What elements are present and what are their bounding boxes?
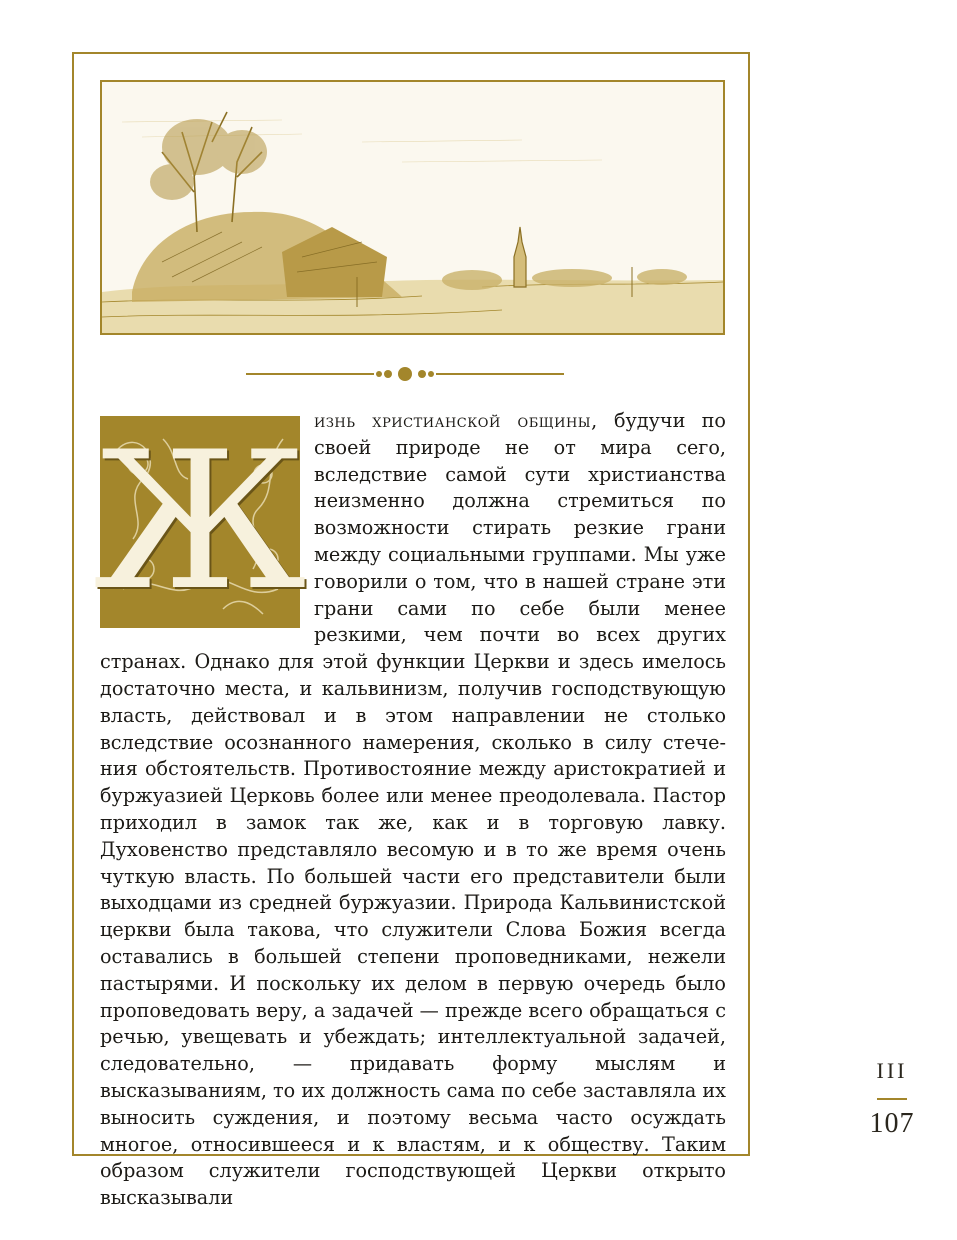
decorated-initial-icon [93, 411, 307, 632]
ornamental-divider-icon [246, 362, 564, 386]
margin-rule [877, 1098, 907, 1100]
body-text [93, 408, 726, 1212]
drop-cap-letter: Ж [93, 411, 307, 632]
paragraph-text: будучи по своей природе не от мира сего, вследствие самой сути христианства неизменно должна стремиться по возможности стирать резкие грани между социальными группами. Мы уже говорили о том, что в нашей стране эти грани сами по себе были менее резкими, чем почти во всех других странах. Однако для этой функции Церкви и здесь имелось достаточно места, и кальвинизм, получив господствующую власть, действовал и в этом направлении не столько вследствие осознанного намерения, сколько в силу стечения обстоятельств. Противостояние между аристократией и буржуазией Церковь более или менее преодолевала. Пастор приходил в замок так же, как и в торговую лавку. Духовенство представляло весомую и в то же время очень чуткую власть. По большей части его представители были выходцами из средней буржуазии. Природа Кальвинистской церкви была такова, что служители Слова Божия всегда оставались в большей степени проповедниками, нежели пастырями. И поскольку их делом в первую очередь было проповедовать веру, а задачей — прежде всего обращаться с речью, увещевать и убеждать; интеллектуальной задачей, следовательно, — придавать форму мыслям и высказываниям, то их должность сама по себе заставляла их выносить суждения, и поэтому весьма часто осуждать многое, относившееся и к властям, и к обществу. Таким образом служители господствующей Церкви открыто высказывали [100, 409, 726, 1210]
landscape-engraving-icon [100, 80, 725, 335]
page-number: 107 [869, 1108, 915, 1139]
lead-words: изнь христианской общины, [314, 409, 598, 432]
chapter-number: III [876, 1058, 908, 1083]
